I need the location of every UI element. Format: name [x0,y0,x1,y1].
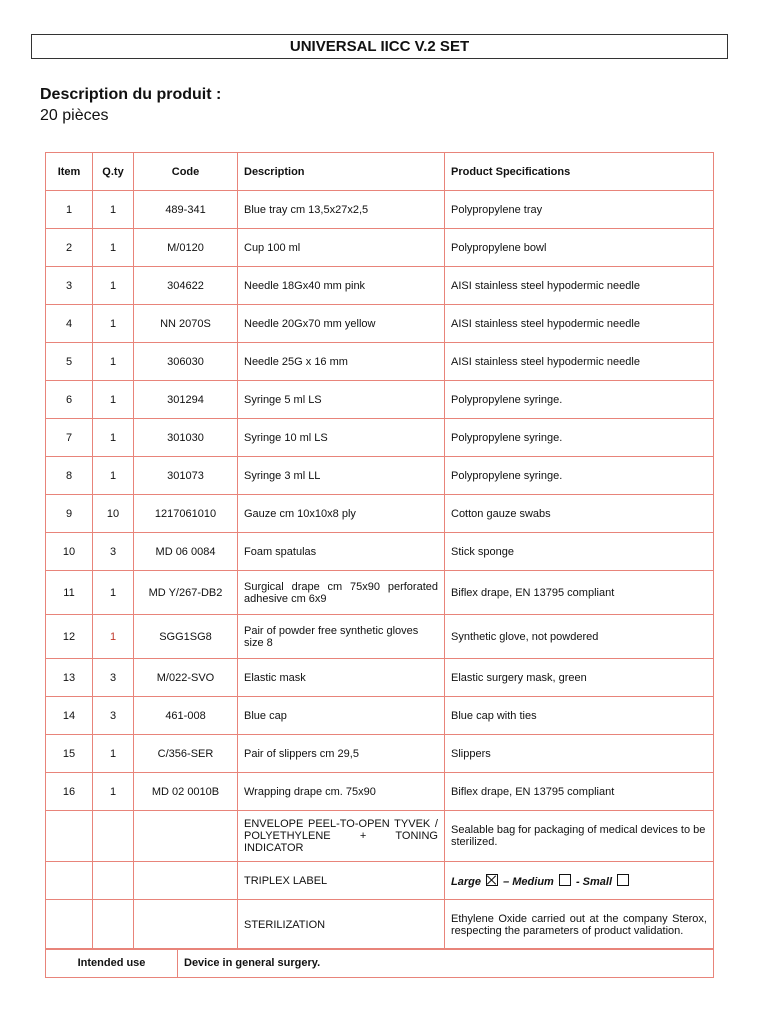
items-table [45,152,714,950]
cell-code: MD 02 0010B [134,773,238,811]
table-row [46,735,714,773]
cell-item: 1 [46,191,93,229]
cell-qty: 3 [93,659,134,697]
cell-qty: 1 [93,419,134,457]
table-row [46,659,714,697]
table-row-sterilization [46,900,714,950]
cell-qty: 10 [93,495,134,533]
table-row [46,267,714,305]
cell-qty: 1 [93,571,134,615]
sterilization-description: STERILIZATION [238,900,445,950]
cell-code: 301073 [134,457,238,495]
cell-qty: 3 [93,533,134,571]
cell-code: M/0120 [134,229,238,267]
cell-item: 8 [46,457,93,495]
table-row [46,229,714,267]
cell-item: 11 [46,571,93,615]
cell-code: 461-008 [134,697,238,735]
header-spec: Product Specifications [445,153,714,191]
cell-item: 4 [46,305,93,343]
cell-description: Needle 20Gx70 mm yellow [238,305,445,343]
sterilization-spec: Ethylene Oxide carried out at the company Sterox, respecting the parameters of product validation. [445,900,714,950]
size-small-checkbox[interactable] [617,874,629,886]
intended-use-table [45,948,714,978]
cell-description: Syringe 5 ml LS [238,381,445,419]
cell-code: MD Y/267-DB2 [134,571,238,615]
table-row [46,571,714,615]
empty-cell [134,811,238,862]
cell-spec: AISI stainless steel hypodermic needle [445,343,714,381]
cell-spec: AISI stainless steel hypodermic needle [445,267,714,305]
envelope-spec: Sealable bag for packaging of medical devices to be sterilized. [445,811,714,862]
cell-item: 15 [46,735,93,773]
cell-code: 1217061010 [134,495,238,533]
cell-spec: Blue cap with ties [445,697,714,735]
cell-item: 13 [46,659,93,697]
size-small-label: - Small [575,875,613,888]
triplex-size-options [445,862,714,900]
empty-cell [93,862,134,900]
cell-qty: 1 [93,615,134,659]
cell-spec: Biflex drape, EN 13795 compliant [445,773,714,811]
cell-spec: Elastic surgery mask, green [445,659,714,697]
cell-item: 5 [46,343,93,381]
size-large-label: Large [451,875,481,888]
triplex-description: TRIPLEX LABEL [238,862,445,900]
cell-spec: Synthetic glove, not powdered [445,615,714,659]
cell-item: 9 [46,495,93,533]
cell-description: Surgical drape cm 75x90 perforated adhesive cm 6x9 [238,571,445,615]
empty-cell [93,811,134,862]
table-row [46,533,714,571]
cell-spec: Slippers [445,735,714,773]
cell-qty: 1 [93,457,134,495]
cell-code: M/022-SVO [134,659,238,697]
cell-qty: 1 [93,343,134,381]
cell-item: 12 [46,615,93,659]
cell-qty: 1 [93,267,134,305]
table-row-envelope [46,811,714,862]
cell-qty: 3 [93,697,134,735]
table-row [46,495,714,533]
cell-code: MD 06 0084 [134,533,238,571]
cell-code: 306030 [134,343,238,381]
description-piece-count: 20 pièces [40,107,109,124]
table-row [46,191,714,229]
cell-description: Pair of powder free synthetic gloves size 8 [238,615,445,659]
table-row [46,305,714,343]
table-row [46,419,714,457]
cell-code: C/356-SER [134,735,238,773]
cell-spec: Cotton gauze swabs [445,495,714,533]
cell-qty: 1 [93,735,134,773]
table-row [46,381,714,419]
cell-description: Needle 18Gx40 mm pink [238,267,445,305]
table-header-row [46,153,714,191]
description-heading: Description du produit : [40,86,222,103]
empty-cell [93,900,134,950]
cell-item: 16 [46,773,93,811]
cell-item: 10 [46,533,93,571]
header-item: Item [46,153,93,191]
empty-cell [46,862,93,900]
table-row [46,343,714,381]
cell-code: 301030 [134,419,238,457]
empty-cell [134,862,238,900]
cell-description: Blue tray cm 13,5x27x2,5 [238,191,445,229]
intended-use-row [46,949,714,978]
intended-use-label: Intended use [46,949,178,978]
cell-qty: 1 [93,773,134,811]
cell-spec: Polypropylene tray [445,191,714,229]
empty-cell [46,811,93,862]
cell-code: 489-341 [134,191,238,229]
empty-cell [46,900,93,950]
table-row [46,773,714,811]
empty-cell [134,900,238,950]
cell-description: Gauze cm 10x10x8 ply [238,495,445,533]
cell-spec: Polypropylene syringe. [445,419,714,457]
cell-qty: 1 [93,191,134,229]
cell-code: 301294 [134,381,238,419]
cell-qty: 1 [93,305,134,343]
cell-spec: AISI stainless steel hypodermic needle [445,305,714,343]
document-title: UNIVERSAL IICC V.2 SET [31,34,728,59]
cell-description: Wrapping drape cm. 75x90 [238,773,445,811]
table-row [46,697,714,735]
cell-description: Blue cap [238,697,445,735]
table-row-triplex [46,862,714,900]
cell-description: Syringe 3 ml LL [238,457,445,495]
cell-spec: Stick sponge [445,533,714,571]
cell-code: NN 2070S [134,305,238,343]
cell-spec: Polypropylene syringe. [445,457,714,495]
cell-description: Needle 25G x 16 mm [238,343,445,381]
cell-spec: Biflex drape, EN 13795 compliant [445,571,714,615]
size-medium-checkbox[interactable] [559,874,571,886]
table-row [46,457,714,495]
header-description: Description [238,153,445,191]
size-medium-label: – Medium [503,875,554,888]
cell-description: Foam spatulas [238,533,445,571]
cell-spec: Polypropylene bowl [445,229,714,267]
cell-item: 6 [46,381,93,419]
cell-item: 3 [46,267,93,305]
cell-qty: 1 [93,381,134,419]
cell-spec: Polypropylene syringe. [445,381,714,419]
cell-description: Syringe 10 ml LS [238,419,445,457]
table-row [46,615,714,659]
intended-use-value: Device in general surgery. [178,949,714,978]
header-qty: Q.ty [93,153,134,191]
cell-description: Elastic mask [238,659,445,697]
cell-item: 14 [46,697,93,735]
cell-code: SGG1SG8 [134,615,238,659]
header-code: Code [134,153,238,191]
cell-code: 304622 [134,267,238,305]
cell-description: Pair of slippers cm 29,5 [238,735,445,773]
envelope-description: ENVELOPE PEEL-TO-OPEN TYVEK / POLYETHYLENE + TONING INDICATOR [238,811,445,862]
cell-item: 7 [46,419,93,457]
cell-qty: 1 [93,229,134,267]
cell-description: Cup 100 ml [238,229,445,267]
cell-item: 2 [46,229,93,267]
size-large-checkbox[interactable] [486,874,498,886]
